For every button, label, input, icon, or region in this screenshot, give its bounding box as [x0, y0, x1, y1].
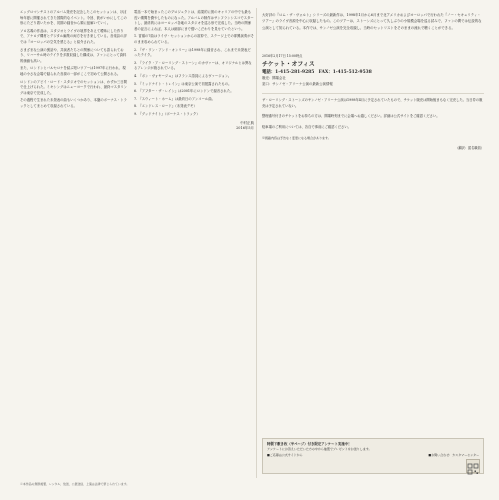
signature [134, 121, 254, 131]
liner-paragraph: エッグロマンチストのアルバム発売を記念したこのセッションは、ほぼ毎年夏に開催されてきた国際的なイベント。今回、彼がいかにしてこの形にたどり着いたかを、初期の録音から順に紐解いていく。 [20, 10, 127, 26]
qr-code-icon [466, 459, 480, 473]
ticket-info [262, 53, 484, 150]
liner-paragraph: さまざまな公演の裏話や、共演者たちとの関係についても語られており、リハーサル時のテイクを多数収録した構成は、ファンにとって資料的価値も高い。 [20, 47, 127, 63]
liner-paragraph: ロンドンのアビイ・ロード・スタジオでのセッションは、わずか三日間で仕上げられた。ミキシングはニューヨークで行われ、最終マスタリングは東京で完成した。 [20, 79, 128, 95]
ticket-date: 2016年2月17日 15:00時点 [262, 54, 303, 59]
ticket-heading: チケット・オフィス [262, 61, 315, 69]
ticket-paragraph: 駐車場のご利用については、各自で事前にご確認ください。 [262, 125, 351, 129]
signature-date: 2016年5月 [236, 125, 254, 130]
track-note: 6. 『アフター・ザ・レイン』は2001年にロンドンで録音された。 [134, 89, 234, 94]
track-note: 2. 『ザ・ワン・アンド・オンリー』は1998年に録音され、これまで未発表だったテイク。 [134, 47, 251, 58]
intro-text [262, 12, 484, 31]
qr-code-graphic [467, 463, 479, 475]
signature-name: 中村正典 [240, 120, 254, 125]
ad-left: ■ご応募は公式サイトから [267, 453, 303, 458]
ticket-line-2: 窓口：サンノゼ・アリーナ公演の最新公演情報 [262, 81, 333, 86]
right-panel [262, 12, 484, 151]
track-note: 8. 『エンドレス・ロード』（未発表デモ） [134, 104, 197, 109]
ad-row [267, 453, 479, 458]
ticket-paragraph: 整理番号付きのチケットをお持ちの方は、開場時刻までに会場へお越しください。詳細は公式サイトをご確認ください。 [262, 114, 440, 119]
column-divider [256, 8, 257, 478]
survey-ad-box[interactable] [262, 438, 484, 474]
liner-paragraph: また、ロンドンとバルセロナを結ぶ短いツアーは1997年に行われ、現地の小さな会場で録られた音源の一部がここで初めて公開される。 [20, 66, 126, 76]
ad-title: 特製下敷き枚（半ページ）付き限定アンケート実施中！ [267, 442, 352, 446]
liner-column-middle [134, 10, 254, 131]
liner-paragraph: ソロ名義の作品は、スタジオとライヴの境界をあえて曖昧にした作りで、アナログ機材とデジタル編集の両方を行き来している。音楽誌の評では『ヨーロッパの空気を感じる』と紹介された。 [20, 28, 127, 44]
track-note: 1. 冒頭の7曲はライヴ・セッションからの抜粋で、ステージ上での即興演奏がそのまま収められている。 [134, 34, 254, 44]
ticket-line-1: 販売：開場会社 [262, 76, 286, 81]
ticket-phone: 電話：1-415-281-9285 FAX：1-415-512-9538 [262, 70, 372, 76]
translator-credit: （翻訳：匿名職員） [455, 145, 484, 150]
track-note: 3. 『ライク・ア・ローリング・ストーン』のカヴァーは、オリジナルとは異なるアレンジが施されている。 [134, 60, 252, 71]
ad-text: アンケートにお答えいただいた方の中から抽選でプレゼントをお送りします。 [267, 446, 372, 451]
intro-paragraph: 大好評の『ロム・ザ・ヴォルト』シリーズの最新作は、1998年1月から6月まで北アメリカおよびヨーロッパで行われた『ノー・セキュリティ・ツアー』のライヴ音源を中心に収録したもの。このツアーは、ストーンズにとって久しぶりの小規模会場を巡る試みで、ファンの間では伝説的な公演として知られている。本作では、サンノゼ公演を完全収録し、当時のセットリストをそのままの流れで聴くことができる。 [262, 13, 482, 30]
liner-column-left [20, 10, 128, 112]
track-note: 7. 『スウィート・ホーム』は最終日のアンコール曲。 [134, 96, 215, 101]
ad-right: ■お問い合わせ：カスタマーセンター [428, 453, 479, 458]
ticket-note: ※掲載内容は予告なく変更になる場合があります。 [262, 135, 331, 140]
track-note: 5. 『ミッドナイト・トレイン』は東京公演で初披露されたもの。 [134, 81, 232, 86]
liner-intro-paragraph: 電話一本で始まったこのプロジェクトは、結果的に彼のキャリアの中でも最も長い期間を費やしたものになった。アルバムの制作はサンフランシスコでスタートし、最終的にはヨーロッパ各地のスタジオを巡る形で完成した。当時の関係者の証言によれば、本人は細部にまで強いこだわりを見せていたという。 [134, 10, 254, 31]
ticket-divider [262, 93, 484, 94]
track-notes [134, 34, 254, 117]
liner-paragraph: その過程で生まれた未発表の曲もいくつかあり、本盤のボーナス・トラックとしてまとめて収録されている。 [20, 98, 127, 108]
track-note: 4. 『ボン・ヴォヤージュ』はフランス語詞によるヴァージョン。 [134, 73, 232, 78]
track-note: 9. 『グッドナイト』（ボーナス・トラック） [134, 111, 200, 116]
footer-note: ※本作品の無断複製、レンタル、放送、公衆送信、上演は法律で禁じられています。 [20, 482, 130, 486]
ticket-paragraph: ザ・ローリング・ストーンズのサンノゼ・アリーナ公演は1998年4月に予定されていたもので、チケット販売は開始後まもなく完売した。当日券の販売は予定されていない。 [262, 98, 483, 108]
